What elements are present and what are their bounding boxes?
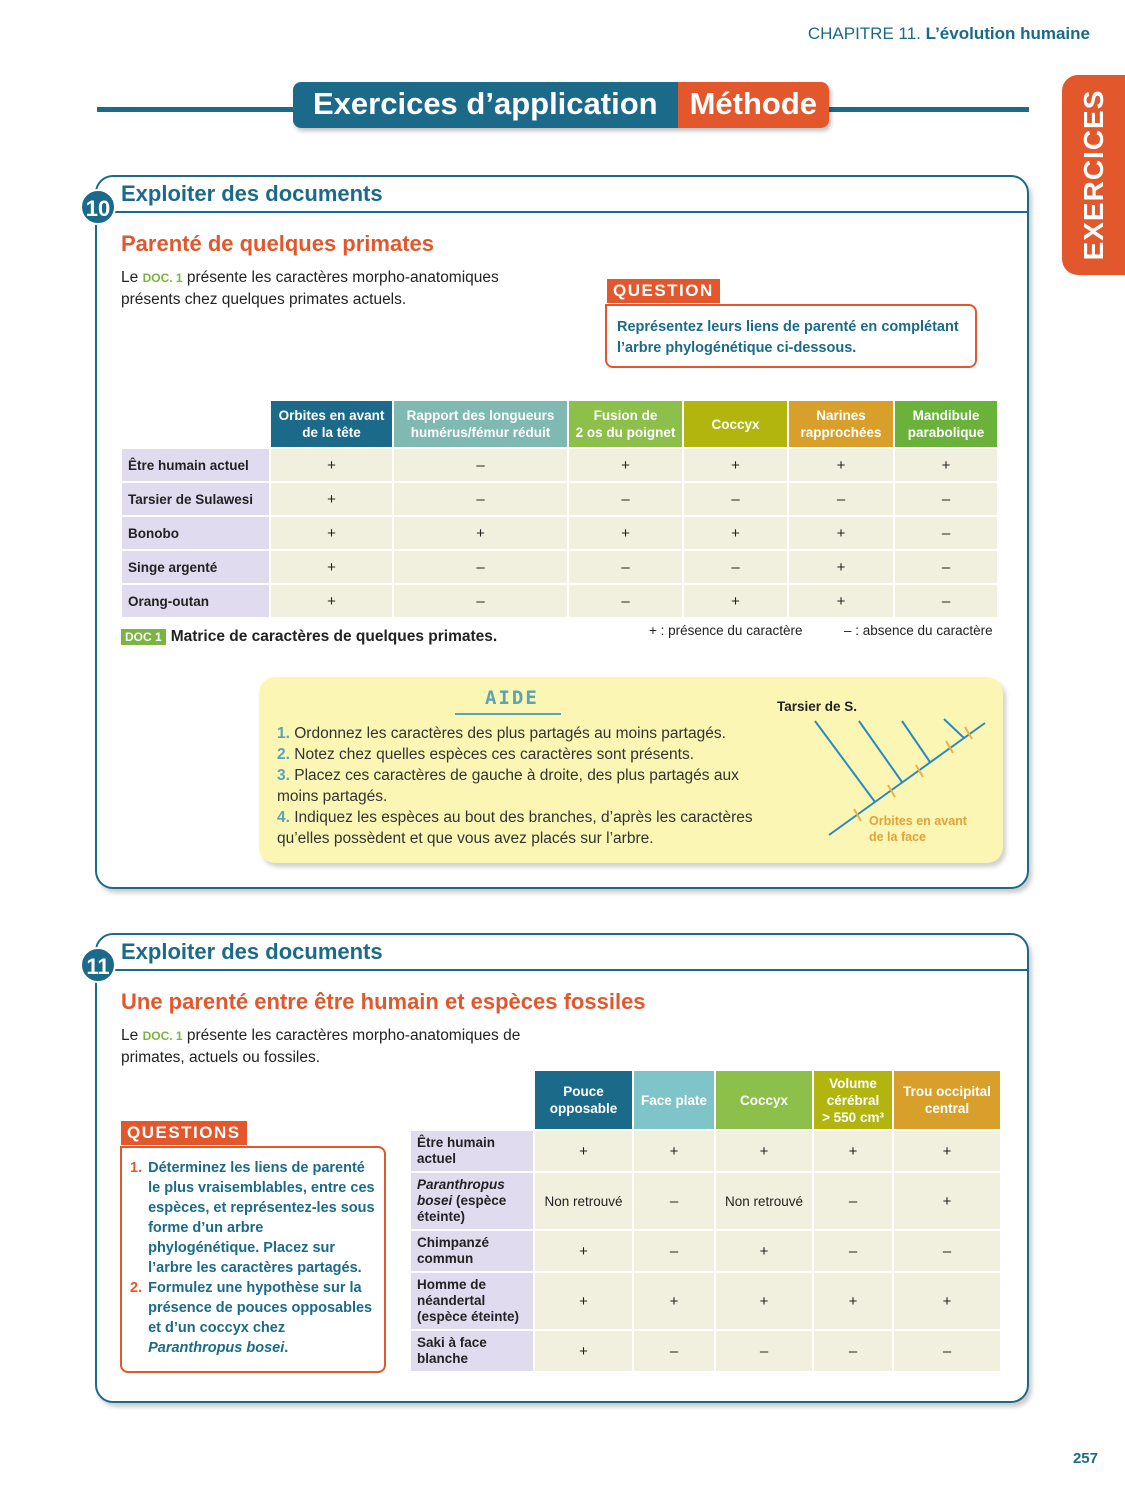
- questions-label: QUESTIONS: [121, 1121, 247, 1145]
- aide-step: 3. Placez ces caractères de gauche à droite, des plus partagés aux moins partagés.: [277, 767, 739, 805]
- table-row: [122, 517, 997, 549]
- table-cell: +: [894, 1273, 1000, 1329]
- table-cell: –: [814, 1173, 892, 1229]
- question-label: QUESTION: [607, 279, 720, 303]
- col-header-coccyx: Coccyx: [716, 1071, 812, 1129]
- table-cell: +: [535, 1131, 632, 1171]
- table-cell: –: [716, 1331, 812, 1371]
- intro-pre: Le: [121, 269, 139, 286]
- chapter-header: [808, 24, 1090, 44]
- table-cell: –: [814, 1231, 892, 1271]
- side-tab-exercices[interactable]: [1062, 75, 1125, 275]
- table-corner: [122, 401, 269, 447]
- intro-pre: Le: [121, 1027, 139, 1044]
- table-row: [122, 551, 997, 583]
- col-header-narines: Narines rapprochées: [789, 401, 893, 447]
- table-cell: +: [271, 517, 392, 549]
- page-number: 257: [1072, 1450, 1098, 1467]
- table-cell: +: [789, 449, 893, 481]
- table-cell: +: [271, 551, 392, 583]
- exercise-number: 11: [80, 947, 116, 983]
- exercise-subtitle: Une parenté entre être humain et espèces fossiles: [121, 989, 646, 1014]
- table-cell: –: [569, 551, 682, 583]
- aide-title-underline: [455, 713, 561, 715]
- chapter-prefix: CHAPITRE 11.: [807, 24, 921, 43]
- table-cell: +: [394, 517, 567, 549]
- exercise-10-header: [85, 177, 1027, 221]
- table-cell: –: [634, 1331, 714, 1371]
- aide-step: 2. Notez chez quelles espèces ces caractères sont présents.: [277, 746, 695, 763]
- banner-main: Exercices d’application: [293, 82, 678, 128]
- col-header-volume: Volume cérébral > 550 cm³: [814, 1071, 892, 1129]
- table-corner: [411, 1071, 533, 1129]
- row-label: Chimpanzé commun: [411, 1231, 533, 1271]
- table-cell: +: [634, 1273, 714, 1329]
- table-cell: –: [895, 517, 997, 549]
- side-tab-label: EXERCICES: [1077, 89, 1109, 261]
- table-cell: –: [684, 551, 787, 583]
- aide-step: 4. Indiquez les espèces au bout des branches, d’après les caractères qu’elles possèdent et que vous avez placés sur l’arbre.: [277, 809, 753, 847]
- doc-badge: DOC 1: [121, 629, 166, 645]
- question-text: Représentez leurs liens de parenté en complétant l’arbre phylogénétique ci-dessous.: [617, 319, 959, 356]
- col-header-fusion: Fusion de 2 os du poignet: [569, 401, 682, 447]
- table-cell: +: [684, 449, 787, 481]
- table-cell: Non retrouvé: [716, 1173, 812, 1229]
- legend-absence: – : absence du caractère: [844, 623, 993, 638]
- table-header-row: [122, 401, 997, 447]
- table-row: [411, 1273, 1000, 1329]
- table-cell: –: [634, 1231, 714, 1271]
- intro-text: présente les caractères morpho-anatomiques de primates, actuels ou fossiles.: [121, 1027, 521, 1066]
- row-label: Tarsier de Sulawesi: [122, 483, 269, 515]
- col-header-face: Face plate: [634, 1071, 714, 1129]
- row-label: Saki à face blanche: [411, 1331, 533, 1371]
- exercise-intro: [121, 1025, 551, 1068]
- table-cell: +: [271, 483, 392, 515]
- table-cell: +: [789, 517, 893, 549]
- chapter-title: L’évolution humaine: [925, 24, 1090, 43]
- question-box: [605, 304, 977, 368]
- table-cell: –: [394, 483, 567, 515]
- table-cell: +: [569, 517, 682, 549]
- table-cell: +: [684, 585, 787, 617]
- character-matrix-table: [120, 399, 999, 619]
- table-cell: –: [394, 585, 567, 617]
- tree-top-label: Tarsier de S.: [777, 699, 858, 714]
- aide-step: 1. Ordonnez les caractères des plus partagés au moins partagés.: [277, 725, 726, 742]
- table-row: [122, 449, 997, 481]
- row-label: Orang-outan: [122, 585, 269, 617]
- row-label: Homme de néandertal (espèce éteinte): [411, 1273, 533, 1329]
- col-header-pouce: Pouce opposable: [535, 1071, 632, 1129]
- exercise-heading: Exploiter des documents: [121, 939, 383, 964]
- col-header-coccyx: Coccyx: [684, 401, 787, 447]
- banner-accent: Méthode: [678, 82, 829, 128]
- questions-box: [120, 1146, 386, 1373]
- table-cell: –: [895, 483, 997, 515]
- table-cell: –: [684, 483, 787, 515]
- exercise-heading: Exploiter des documents: [121, 181, 383, 206]
- table-cell: –: [894, 1231, 1000, 1271]
- table-cell: +: [716, 1131, 812, 1171]
- table-cell: +: [716, 1231, 812, 1271]
- doc-ref: DOC. 1: [142, 1029, 183, 1043]
- table-cell: +: [569, 449, 682, 481]
- doc-ref: DOC. 1: [142, 271, 183, 285]
- table-cell: –: [789, 483, 893, 515]
- exercise-number: 10: [80, 189, 116, 225]
- table-cell: +: [271, 585, 392, 617]
- table-cell: +: [789, 551, 893, 583]
- table-cell: +: [814, 1131, 892, 1171]
- table-cell: –: [634, 1173, 714, 1229]
- tree-note: Orbites en avant de la face: [869, 814, 967, 844]
- table-cell: –: [394, 449, 567, 481]
- doc-caption-text: Matrice de caractères de quelques primates.: [170, 628, 498, 645]
- table-row: [411, 1131, 1000, 1171]
- table-cell: +: [894, 1131, 1000, 1171]
- table-cell: +: [535, 1273, 632, 1329]
- table-cell: +: [535, 1331, 632, 1371]
- table-row: [411, 1173, 1000, 1229]
- exercise-intro: [121, 267, 551, 310]
- table-cell: Non retrouvé: [535, 1173, 632, 1229]
- table-row: [122, 483, 997, 515]
- row-label: Être humain actuel: [122, 449, 269, 481]
- table-cell: –: [569, 585, 682, 617]
- table-cell: –: [569, 483, 682, 515]
- row-label: Paranthropus bosei (espèce éteinte): [411, 1173, 533, 1229]
- section-banner: [293, 82, 829, 128]
- exercise-subtitle: Parenté de quelques primates: [121, 231, 434, 256]
- table-cell: +: [789, 585, 893, 617]
- doc-caption: [121, 628, 497, 646]
- col-header-orbites: Orbites en avant de la tête: [271, 401, 392, 447]
- row-label: Singe argenté: [122, 551, 269, 583]
- exercise-10-box: [85, 175, 1029, 889]
- aide-box: [259, 677, 1003, 863]
- table-cell: –: [894, 1331, 1000, 1371]
- intro-text: présente les caractères morpho-anatomiques présents chez quelques primates actuels.: [121, 269, 499, 308]
- col-header-mandibule: Mandibule parabolique: [895, 401, 997, 447]
- table-cell: +: [535, 1231, 632, 1271]
- aide-title: AIDE: [485, 687, 539, 709]
- fossil-character-table: [409, 1069, 1002, 1373]
- row-label: Bonobo: [122, 517, 269, 549]
- question-item: 2. Formulez une hypothèse sur la présence de pouces opposables et d’un coccyx chez Paranthropus bosei.: [130, 1280, 373, 1356]
- aide-steps: [277, 723, 767, 849]
- col-header-rapport: Rapport des longueurs humérus/fémur réduit: [394, 401, 567, 447]
- table-cell: +: [684, 517, 787, 549]
- col-header-trou: Trou occipital central: [894, 1071, 1000, 1129]
- table-cell: –: [895, 585, 997, 617]
- exercise-11-header: [86, 935, 1027, 979]
- table-cell: +: [271, 449, 392, 481]
- row-label: Être humain actuel: [411, 1131, 533, 1171]
- table-cell: +: [894, 1173, 1000, 1229]
- table-cell: –: [814, 1331, 892, 1371]
- table-cell: +: [634, 1131, 714, 1171]
- table-cell: +: [716, 1273, 812, 1329]
- table-cell: –: [895, 551, 997, 583]
- table-row: [122, 585, 997, 617]
- table-row: [411, 1331, 1000, 1371]
- exercise-11-box: [86, 933, 1029, 1403]
- legend-presence: + : présence du caractère: [649, 623, 803, 638]
- question-item: 1. Déterminez les liens de parenté le plus vraisemblables, entre ces espèces, et représentez-les sous forme d’un arbre phylogénétique. Placez sur l’arbre les caractères partagés.: [130, 1160, 375, 1276]
- table-cell: +: [814, 1273, 892, 1329]
- table-cell: –: [394, 551, 567, 583]
- table-header-row: [411, 1071, 1000, 1129]
- table-row: [411, 1231, 1000, 1271]
- table-cell: +: [895, 449, 997, 481]
